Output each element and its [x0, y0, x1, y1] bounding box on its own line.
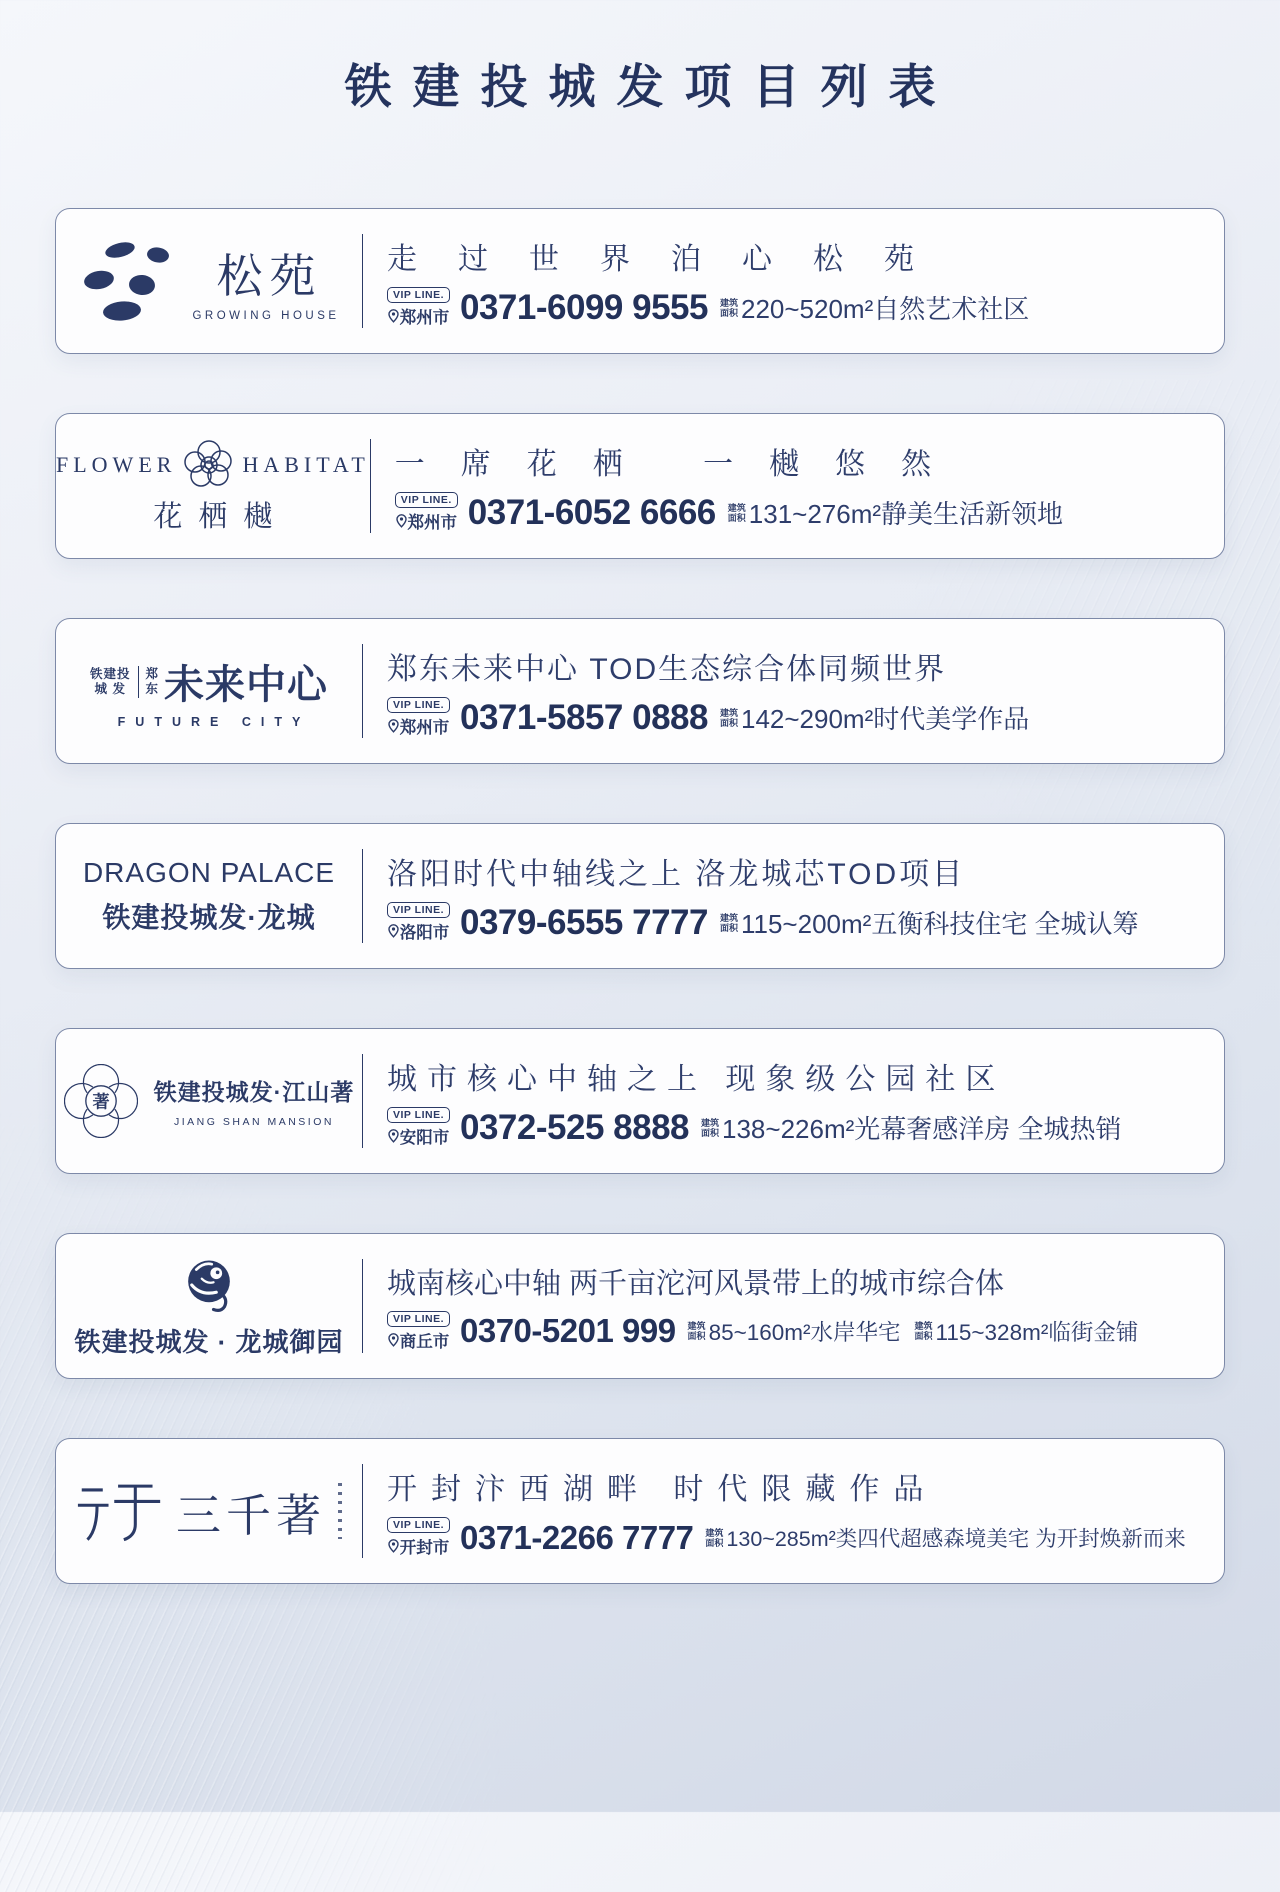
logo-sanqianzhu: [56, 1476, 362, 1546]
project-card-future-city: [55, 618, 1225, 764]
phone-number: 0371-5857 0888: [460, 697, 708, 737]
area-info: 建筑 面积 131~276m²静美生活新领地: [727, 499, 1064, 530]
vip-line-badge: VIP LINE.: [387, 697, 450, 713]
location-pin-icon: [388, 719, 399, 733]
area-info: 建筑 面积 115~200m²五衡科技住宅 全城认筹: [719, 909, 1139, 940]
project-headline: 城南核心中轴 两千亩沱河风景带上的城市综合体: [387, 1267, 1005, 1300]
logo-name-cn: 铁建投城发·龙城: [102, 901, 316, 933]
project-headline: 郑东未来中心 TOD生态综合体同频世界: [387, 653, 947, 687]
project-headline: 走过世界泊心松苑: [387, 243, 955, 277]
vip-line-badge: VIP LINE.: [387, 287, 450, 303]
project-list: [0, 208, 1280, 1584]
area-label: 建筑 面积: [914, 1321, 933, 1342]
area-label: 建筑 面积: [705, 1527, 724, 1548]
logo-name-cn: 三千著: [175, 1489, 326, 1541]
page-title: 铁建投城发项目列表: [344, 60, 957, 113]
logo-future-city: [56, 653, 362, 729]
logo-name-cn: 花栖樾: [153, 500, 289, 533]
logo-separator: [138, 666, 139, 698]
city-label: 洛阳市: [388, 919, 450, 943]
city-label: 安阳市: [388, 1124, 450, 1148]
city-label: 郑州市: [388, 714, 450, 738]
sanqianzhu-monogram-icon: [76, 1476, 164, 1546]
area-info-shops: 建筑 面积 115~328m²临街金铺: [914, 1320, 1139, 1346]
pebbles-icon: [78, 238, 178, 324]
logo-brand-stack: 铁建投 城 发: [89, 666, 131, 696]
dragon-seal-icon: [180, 1254, 238, 1316]
seal-icon: [64, 1064, 138, 1138]
project-headline: 一席花栖 一樾悠然: [394, 448, 968, 482]
area-label: 建筑 面积: [727, 502, 746, 523]
location-pin-icon: [388, 309, 399, 323]
logo-dragon-palace: [56, 857, 362, 936]
vip-line-badge: VIP LINE.: [387, 1517, 450, 1533]
logo-flower-habitat: [56, 438, 370, 535]
location-pin-icon: [388, 1129, 399, 1143]
project-card-dragon-palace: [55, 823, 1225, 969]
logo-name-cn: 松苑: [216, 250, 323, 303]
project-card-sanqianzhu: [55, 1438, 1225, 1584]
svg-text:著: 著: [92, 1092, 110, 1112]
location-pin-icon: [388, 924, 399, 938]
logo-name-cn: 未来中心: [164, 663, 329, 708]
logo-name-en: FUTURE CITY: [117, 715, 311, 730]
project-headline: 洛阳时代中轴线之上 洛龙城芯TOD项目: [387, 858, 966, 892]
phone-number: 0379-6555 7777: [460, 902, 708, 942]
phone-number: 0371-2266 7777: [460, 1518, 694, 1556]
location-pin-icon: [396, 514, 407, 528]
logo-name-cn: 铁建投城发 · 龙城御园: [74, 1326, 344, 1357]
area-label: 建筑 面积: [719, 297, 738, 318]
logo-jiangshan-mansion: [56, 1064, 362, 1138]
location-pin-icon: [388, 1539, 399, 1553]
area-info-residence: 建筑 面积 85~160m²水岸华宅: [687, 1320, 901, 1346]
area-info: 建筑 面积 142~290m²时代美学作品: [719, 704, 1030, 735]
project-headline: 开封汴西湖畔 时代限藏作品: [387, 1473, 938, 1507]
camellia-flower-icon: [184, 438, 234, 492]
vip-line-badge: VIP LINE.: [387, 1107, 450, 1123]
area-label: 建筑 面积: [719, 912, 738, 933]
logo-longcheng-yuyuan: [56, 1254, 362, 1359]
logo-songyuan: [56, 238, 362, 324]
project-card-jiangshan-mansion: [55, 1028, 1225, 1174]
area-info: 建筑 面积 130~285m²类四代超感森境美宅 为开封焕新而来: [705, 1527, 1186, 1552]
area-label: 建筑 面积: [687, 1321, 706, 1342]
vertical-seal-strip: [338, 1483, 342, 1539]
logo-sub-stack: 郑 东: [145, 666, 160, 696]
project-headline: 城市核心中轴之上 现象级公园社区: [387, 1063, 1006, 1097]
vip-line-badge: VIP LINE.: [387, 1311, 450, 1327]
city-label: 商丘市: [388, 1328, 450, 1352]
logo-name-en-left: FLOWER: [56, 451, 177, 477]
vip-line-badge: VIP LINE.: [387, 902, 450, 918]
area-info: 建筑 面积 138~226m²光幕奢感洋房 全城热销: [701, 1114, 1122, 1145]
logo-name-en: DRAGON PALACE: [82, 856, 336, 888]
area-label: 建筑 面积: [719, 707, 738, 728]
vip-line-badge: VIP LINE.: [395, 492, 458, 508]
project-card-flower-habitat: [55, 413, 1225, 559]
city-label: 开封市: [388, 1534, 450, 1558]
project-card-longcheng-yuyuan: [55, 1233, 1225, 1379]
phone-number: 0371-6099 9555: [460, 287, 708, 327]
location-pin-icon: [388, 1333, 399, 1347]
area-info: 建筑 面积 220~520m²自然艺术社区: [719, 294, 1030, 325]
project-card-songyuan: [55, 208, 1225, 354]
city-label: 郑州市: [388, 304, 450, 328]
phone-number: 0370-5201 999: [460, 1312, 676, 1350]
logo-name-en: JIANG SHAN MANSION: [174, 1116, 334, 1129]
logo-name-cn: 铁建投城发·江山著: [153, 1079, 355, 1106]
phone-number: 0371-6052 6666: [467, 492, 716, 532]
logo-name-en: GROWING HOUSE: [192, 310, 340, 323]
phone-number: 0372-525 8888: [460, 1107, 689, 1147]
area-label: 建筑 面积: [701, 1117, 720, 1138]
logo-name-en-right: HABITAT: [242, 451, 370, 477]
city-label: 郑州市: [396, 509, 458, 533]
